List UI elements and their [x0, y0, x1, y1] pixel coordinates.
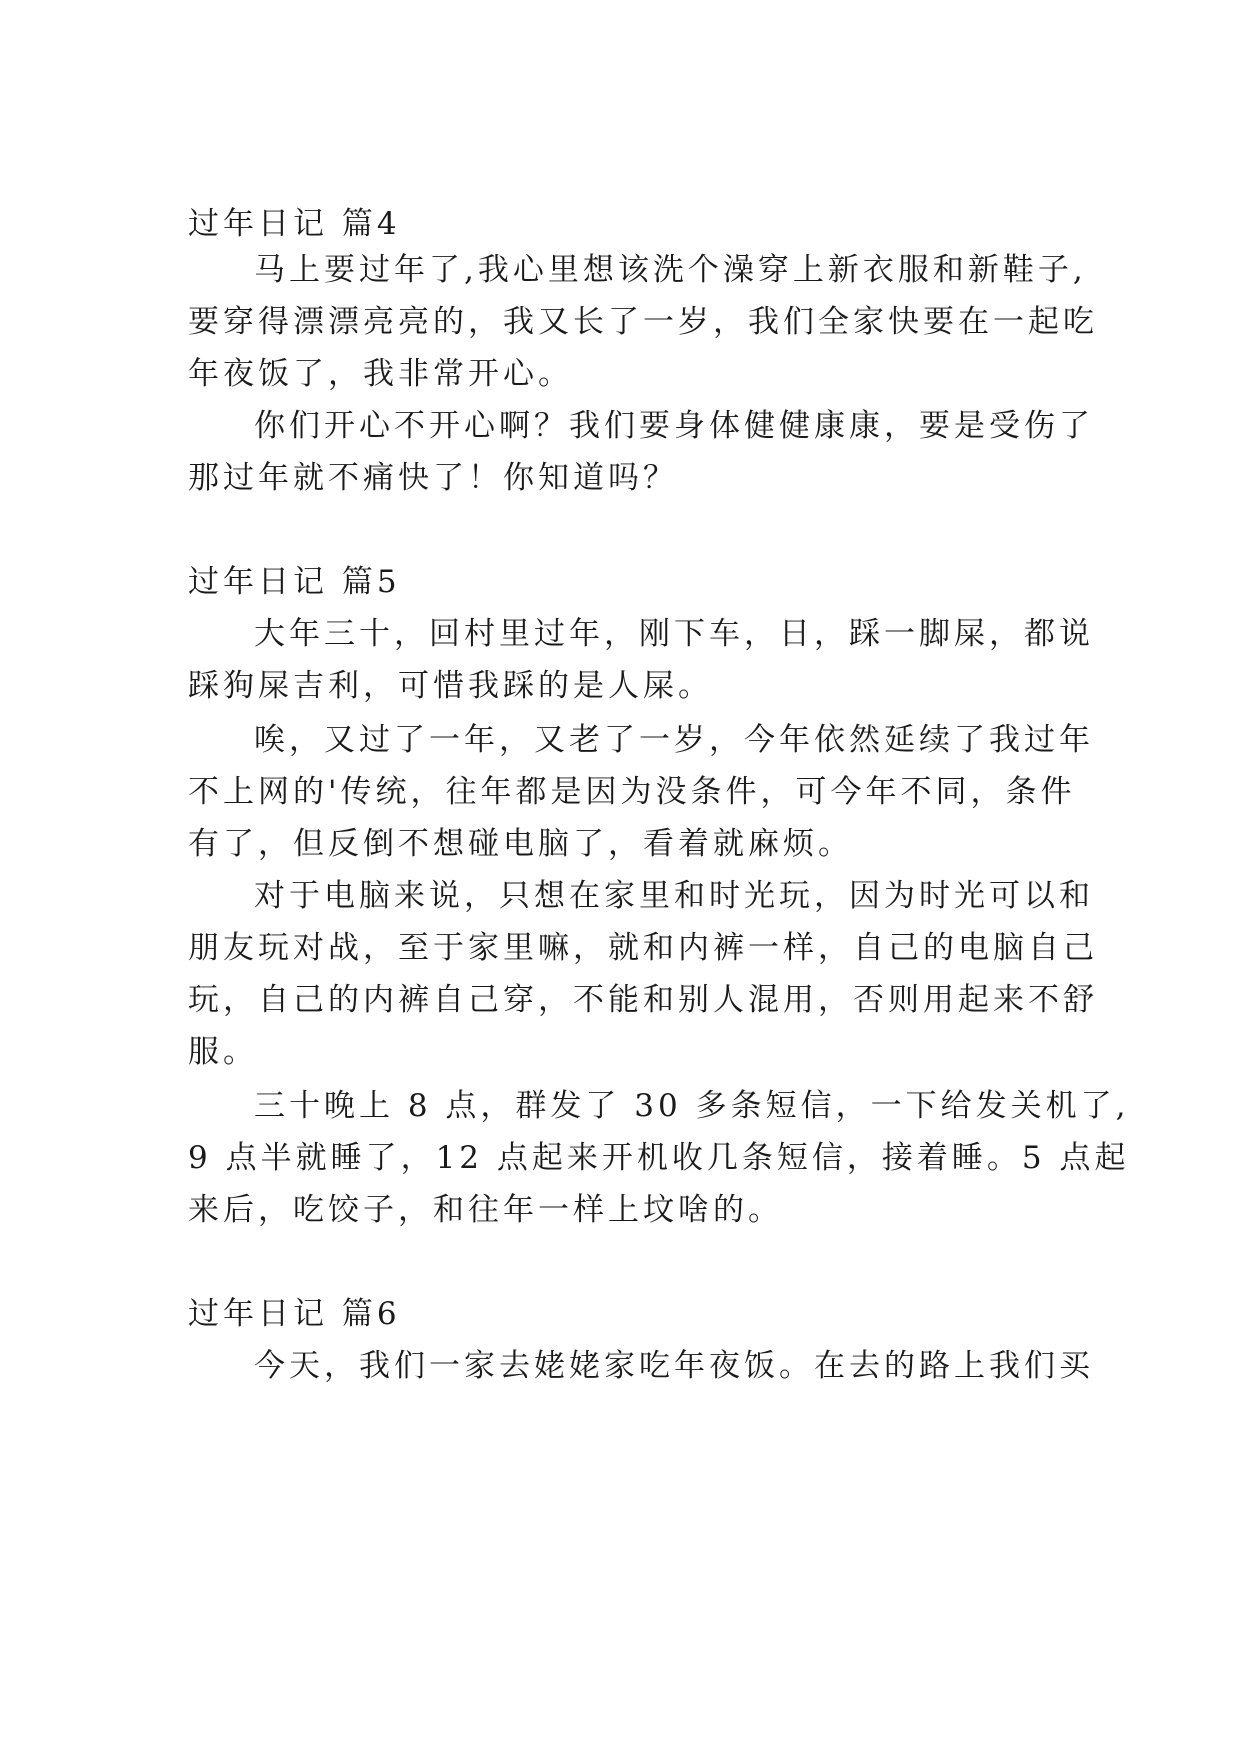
- paragraph-line: 要穿得漂漂亮亮的，我又长了一岁，我们全家快要在一起吃: [188, 304, 1098, 340]
- paragraph-line: 玩，自己的内裤自己穿，不能和别人混用，否则用起来不舒: [188, 982, 1098, 1018]
- paragraph-line: 9 点半就睡了，12 点起来开机收几条短信，接着睡。5 点起: [188, 1140, 1130, 1176]
- paragraph-line: 三十晚上 8 点，群发了 30 多条短信，一下给发关机了,: [254, 1088, 1130, 1124]
- paragraph-line: 不上网的'传统，往年都是因为没条件，可今年不同，条件: [188, 774, 1076, 810]
- paragraph-line: 来后，吃饺子，和往年一样上坟啥的。: [188, 1192, 783, 1228]
- paragraph-line: 有了，但反倒不想碰电脑了，看着就麻烦。: [188, 826, 853, 862]
- paragraph-line: 今天，我们一家去姥姥家吃年夜饭。在去的路上我们买: [254, 1348, 1094, 1384]
- section-heading: 过年日记 篇5: [188, 564, 401, 600]
- section-heading: 过年日记 篇4: [188, 206, 401, 242]
- paragraph-line: 大年三十，回村里过年，刚下车，日，踩一脚屎，都说: [254, 616, 1094, 652]
- paragraph-line: 马上要过年了,我心里想该洗个澡穿上新衣服和新鞋子,: [254, 252, 1087, 288]
- paragraph-line: 对于电脑来说，只想在家里和时光玩，因为时光可以和: [254, 878, 1094, 914]
- paragraph-line: 服。: [188, 1034, 258, 1070]
- paragraph-line: 唉，又过了一年，又老了一岁，今年依然延续了我过年: [254, 722, 1094, 758]
- paragraph-line: 你们开心不开心啊？我们要身体健健康康，要是受伤了: [254, 408, 1094, 444]
- paragraph-line: 年夜饭了，我非常开心。: [188, 356, 573, 392]
- paragraph-line: 那过年就不痛快了！你知道吗？: [188, 460, 678, 496]
- paragraph-line: 踩狗屎吉利，可惜我踩的是人屎。: [188, 668, 713, 704]
- section-heading: 过年日记 篇6: [188, 1296, 401, 1332]
- paragraph-line: 朋友玩对战，至于家里嘛，就和内裤一样，自己的电脑自己: [188, 930, 1098, 966]
